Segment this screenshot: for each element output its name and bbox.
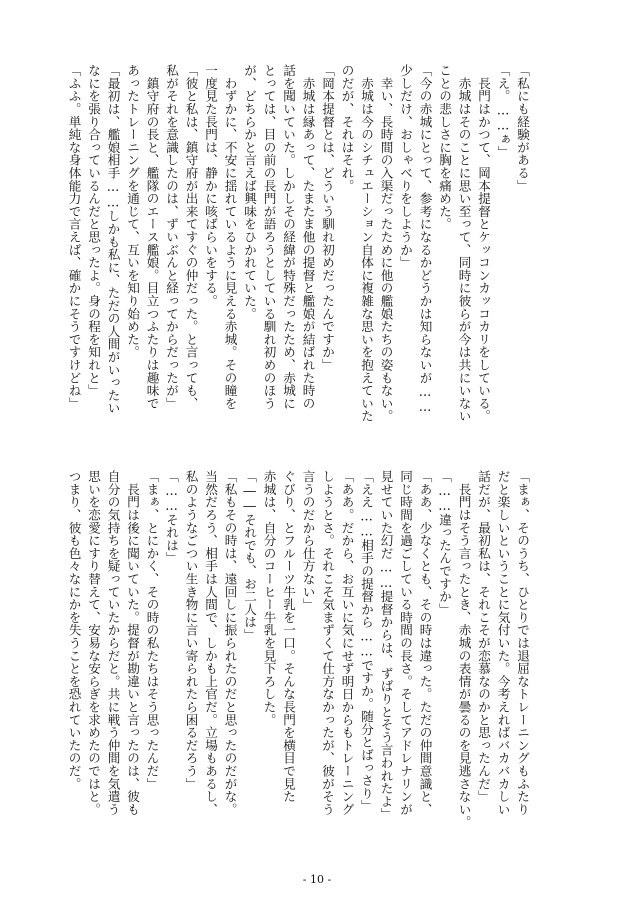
- text-column: 「私にも経験がある」: [515, 64, 530, 192]
- text-column: 「……それは」: [164, 470, 179, 565]
- text-column: 私のようなごつい生き物に言い寄られたら困るだろう」: [183, 470, 199, 790]
- page-number: - 10 -: [302, 873, 332, 886]
- text-column: だと楽しいということに気付いた。今考えればバカバカしい: [495, 470, 511, 816]
- text-column: 「私もその時は、遠回しに振られたのだと思ったのだがな。: [222, 470, 238, 816]
- text-column: 一度見た長門は、静かに咳ばらいをする。: [203, 64, 218, 308]
- text-column: 「まぁ、そのうち、ひとりでは退屈なトレーニングもふたり: [515, 470, 530, 816]
- text-column: 赤城は、自分のコーヒー牛乳を見下ろした。: [261, 470, 277, 726]
- text-column: 「ああ。だから、お互いに気にせず明日からもトレーニング: [339, 470, 355, 816]
- text-column: 「ふふ。単純な身体能力で言えば、確かにそうですけどね」: [66, 64, 82, 410]
- text-column: 「ええ……相手の提督から……ですか。随分とばっさり」: [359, 470, 374, 813]
- text-column: わずかに、不安に揺れているように見える赤城。その瞳を: [222, 64, 238, 410]
- text-column: が、どちらかと言えば興味をひかれていた。: [242, 64, 257, 320]
- text-column: しようとさ。それこそ気まずくて仕方なかったが、彼がそう: [320, 470, 335, 816]
- text-column: 鎮守府の長と、艦隊のエース艦娘。目立つふたりは趣味で: [144, 64, 160, 410]
- text-column: 話だが、最初私は、それこそが恋慕なのかと思ったんだ」: [476, 470, 491, 803]
- text-column: 話を聞いていた。しかしその経緯が特殊だったため、赤城に: [281, 64, 296, 410]
- text-column: 同じ時間を過ごしている時間の長さ。そしてアドレナリンが: [398, 470, 413, 816]
- text-column: 長門は後に聞いていた。提督が勘違いと言ったのは、彼も: [125, 470, 140, 816]
- text-column: 少しだけ、おしゃべりをしようか」: [398, 64, 413, 269]
- text-column: 幸い、長時間の入渠だったために他の艦娘たちの姿もない。: [378, 64, 394, 423]
- text-column: 「え。……ぁ」: [495, 64, 511, 159]
- text-column: 当然だろう、相手は人間で、しかも上官だ。立場もあるし、: [203, 470, 218, 816]
- text-column: なにを張り合っているんだと思ったよ。身の程を知れと」: [86, 64, 101, 397]
- text-column: あったトレーニングを通じて、互いを知り始めた。: [125, 64, 140, 359]
- text-column: 「今の赤城にとって、参考になるかどうかは知らないが……: [417, 64, 433, 415]
- text-column: 赤城は今のシチュエーション自体に複雑な思いを抱えていた: [359, 64, 374, 423]
- text-column: 「まぁ、とにかく、その時の私たちはそう思ったんだ」: [144, 470, 160, 790]
- text-column: 「彼と私は、鎮守府が出来てすぐの仲だった。と言っても、: [183, 64, 199, 410]
- text-column: 「――それでも、お二人は」: [242, 470, 257, 642]
- text-column: 赤城は縁あって、たまたま他の提督と艦娘が結ばれた時の: [300, 64, 316, 410]
- text-column: 赤城はそのことに思い至って、同時に彼らが今は共にいない: [456, 64, 472, 423]
- text-column: のだが、それはそれ。: [339, 64, 355, 192]
- text-column: 「……違ったんですか」: [437, 470, 452, 616]
- lower-text-block: [66, 470, 532, 832]
- text-column: つまり、彼も色々なにかを失うことを恐れていたのだ。: [66, 470, 82, 790]
- text-column: 自分の気持ちを疑っていたからだと。共に戦う仲間を気遣う: [105, 470, 121, 816]
- text-column: ことの悲しさに胸を痛めた。: [437, 64, 452, 231]
- text-column: 思いを恋愛にすり替えて、安易な安らぎを求めたのではと。: [86, 470, 101, 816]
- text-column: 「ああ、少なくとも、その時は違った。ただの仲間意識と、: [417, 470, 433, 816]
- text-column: 私がそれを意識したのは、ずいぶんと経ってからだったが」: [164, 64, 179, 410]
- text-column: 言うのだから仕方ない」: [300, 470, 316, 611]
- text-column: 長門はそう言ったとき、赤城の表情が曇るのを見逃さない。: [456, 470, 472, 829]
- text-column: 「最初は、艦娘相手……しかも私に、ただの人間がいったい: [105, 64, 121, 415]
- text-column: 長門はかつて、岡本提督とケッコンカッコカリをしている。: [476, 64, 491, 423]
- text-column: ぐびり、とフルーツ牛乳を一口。そんな長門を横目で見た: [281, 470, 296, 803]
- text-column: とっては、目の前の長門が語ろうとしている馴れ初めのほう: [261, 64, 277, 410]
- text-column: 「岡本提督とは、どういう馴れ初めだったんですか」: [320, 64, 335, 372]
- text-column: 見せていた幻だ……提督からは、ずばりとそう言われたよ」: [378, 470, 394, 821]
- upper-text-block: [66, 64, 532, 426]
